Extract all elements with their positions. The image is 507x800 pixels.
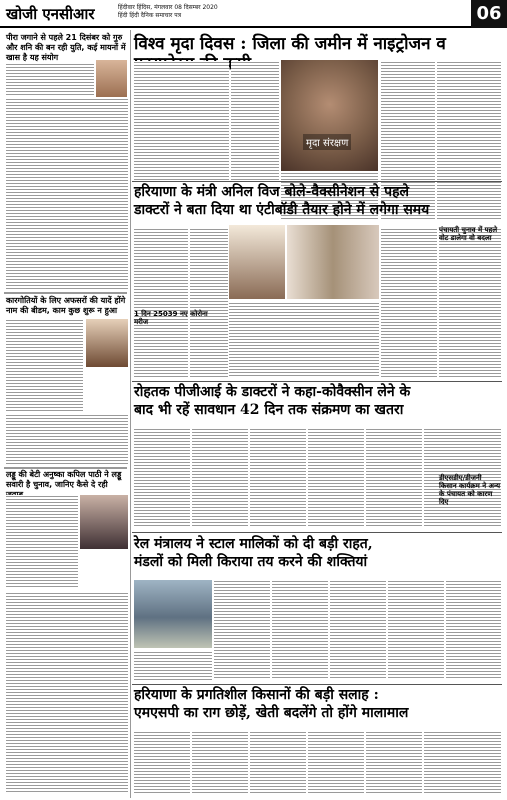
left-bottom-text <box>6 592 128 794</box>
sub-text: हिंदी हिंदी दैनिक समाचार पत्र <box>118 12 182 19</box>
rohtak-headline <box>134 383 501 423</box>
panchayat-headline: पंचायती चुनाव में पहले वोट डालेगा वो बदला <box>439 226 498 242</box>
section-rule-4 <box>132 684 502 685</box>
portrait-photo <box>96 60 127 97</box>
kangana-text <box>6 319 83 412</box>
farmers-text-1 <box>134 731 190 794</box>
farmers-text-4 <box>308 731 364 794</box>
rail-headline <box>134 535 501 575</box>
rail-text-1 <box>134 651 212 681</box>
brand-logo: खोजी एनसीआर <box>6 5 95 23</box>
section-rule-1 <box>132 181 502 182</box>
vij-line-2: डाक्टरों ने बता दिया था एंटीबॉडी तैयार होने में लगेगा समय <box>134 202 430 218</box>
vij-text-2 <box>190 228 228 378</box>
ladoo-text <box>6 495 78 589</box>
rail-line-1: रेल मंत्रालय ने स्टाल मालिकों को दी बड़ी राहत, <box>134 536 373 552</box>
soil-photo-caption: मृदा संरक्षण <box>303 134 351 150</box>
rail-text-2 <box>214 580 270 680</box>
page-number: 06 <box>471 0 507 28</box>
farmers-text-6 <box>424 731 501 794</box>
left-top-text <box>6 63 94 95</box>
soil-text-1 <box>134 61 229 180</box>
farmers-headline <box>134 686 501 726</box>
ladoo-photo <box>80 495 128 549</box>
rohtak-line-1: रोहतक पीजीआई के डाक्टरों ने कहा-कोवैक्सीन लेने के <box>134 384 411 400</box>
farmers-text-3 <box>250 731 306 794</box>
covid-25-headline: 1 दिन 25039 नए कोरोना मरीज <box>134 310 208 326</box>
vij-text-5 <box>439 228 501 378</box>
farmers-line-1: हरियाणा के प्रगतिशील किसानों की बड़ी सलाह : <box>134 687 379 703</box>
soil-day-headline: विश्व मृदा दिवस : जिला की जमीन में नाइट्रोजन व <box>134 34 446 54</box>
rohtak-text-3 <box>250 428 306 528</box>
ladoo-headline: लड्डू की बेटी अनुष्का कपिल पाठी ने लड्डू सवारी है चुनाव, जानिए कैसे दे रही <box>6 470 122 489</box>
woman-photo <box>86 319 128 367</box>
kangana-headline: कारगोतियों के लिए अफसरों की यादें होंगे नाम की बीडम, काम कुछ शुरू न हुआ <box>6 296 126 315</box>
vij-text-1 <box>134 228 188 378</box>
vij-line-1: हरियाणा के मंत्री अनिल विज बोले-वैक्सीनेशन से पहले <box>134 184 410 200</box>
farmers-line-2: एमएसपी का राग छोड़ें, खेती बदलेंगे तो होंगे मालामाल <box>134 705 409 721</box>
rohtak-text-5 <box>366 428 422 528</box>
rail-text-4 <box>330 580 386 680</box>
vij-photo <box>229 225 285 299</box>
rohtak-line-2: बाद भी रहें सावधान 42 दिन तक संक्रमण का खतरा <box>134 402 404 418</box>
kangana-text-2 <box>6 414 128 464</box>
section-rule-2 <box>132 381 502 382</box>
rail-text-6 <box>446 580 501 680</box>
left-column-text <box>6 98 128 290</box>
farmers-text-2 <box>192 731 248 794</box>
train-station-photo <box>134 580 212 648</box>
column-rule-left <box>130 30 131 798</box>
rail-line-2: मंडलों को मिली किराया तय करने की शक्तियां <box>134 554 368 570</box>
rail-text-3 <box>272 580 328 680</box>
rohtak-text-1 <box>134 428 190 528</box>
vij-text-3 <box>229 302 379 378</box>
section-rule-3 <box>132 532 502 533</box>
rail-text-5 <box>388 580 444 680</box>
rohtak-text-4 <box>308 428 364 528</box>
farmers-text-5 <box>366 731 422 794</box>
soil-photo <box>281 60 378 171</box>
date-line <box>118 4 218 20</box>
right-mid-headline: डीएसडीए/डीजनी किसान कार्यक्रम ने अन्य के पंचायत को कारण दिए <box>439 474 501 506</box>
soil-text-2 <box>231 61 279 180</box>
vij-text-4 <box>381 228 437 378</box>
vij-headline <box>134 183 501 223</box>
masthead <box>0 0 507 28</box>
left-top-headline: पीरा जगाने से पहले 21 दिसंबर को गुरु और शनि की बन रही युति, कई मायनों में खास है यह संयोग <box>6 33 126 62</box>
date-text: हिंदीवार हिंदिस, मंगलवार 08 दिसम्बर 2020 <box>118 4 218 11</box>
divider-2 <box>4 467 127 469</box>
rohtak-text-2 <box>192 428 248 528</box>
divider <box>4 292 127 294</box>
vaccine-photo <box>287 225 379 299</box>
